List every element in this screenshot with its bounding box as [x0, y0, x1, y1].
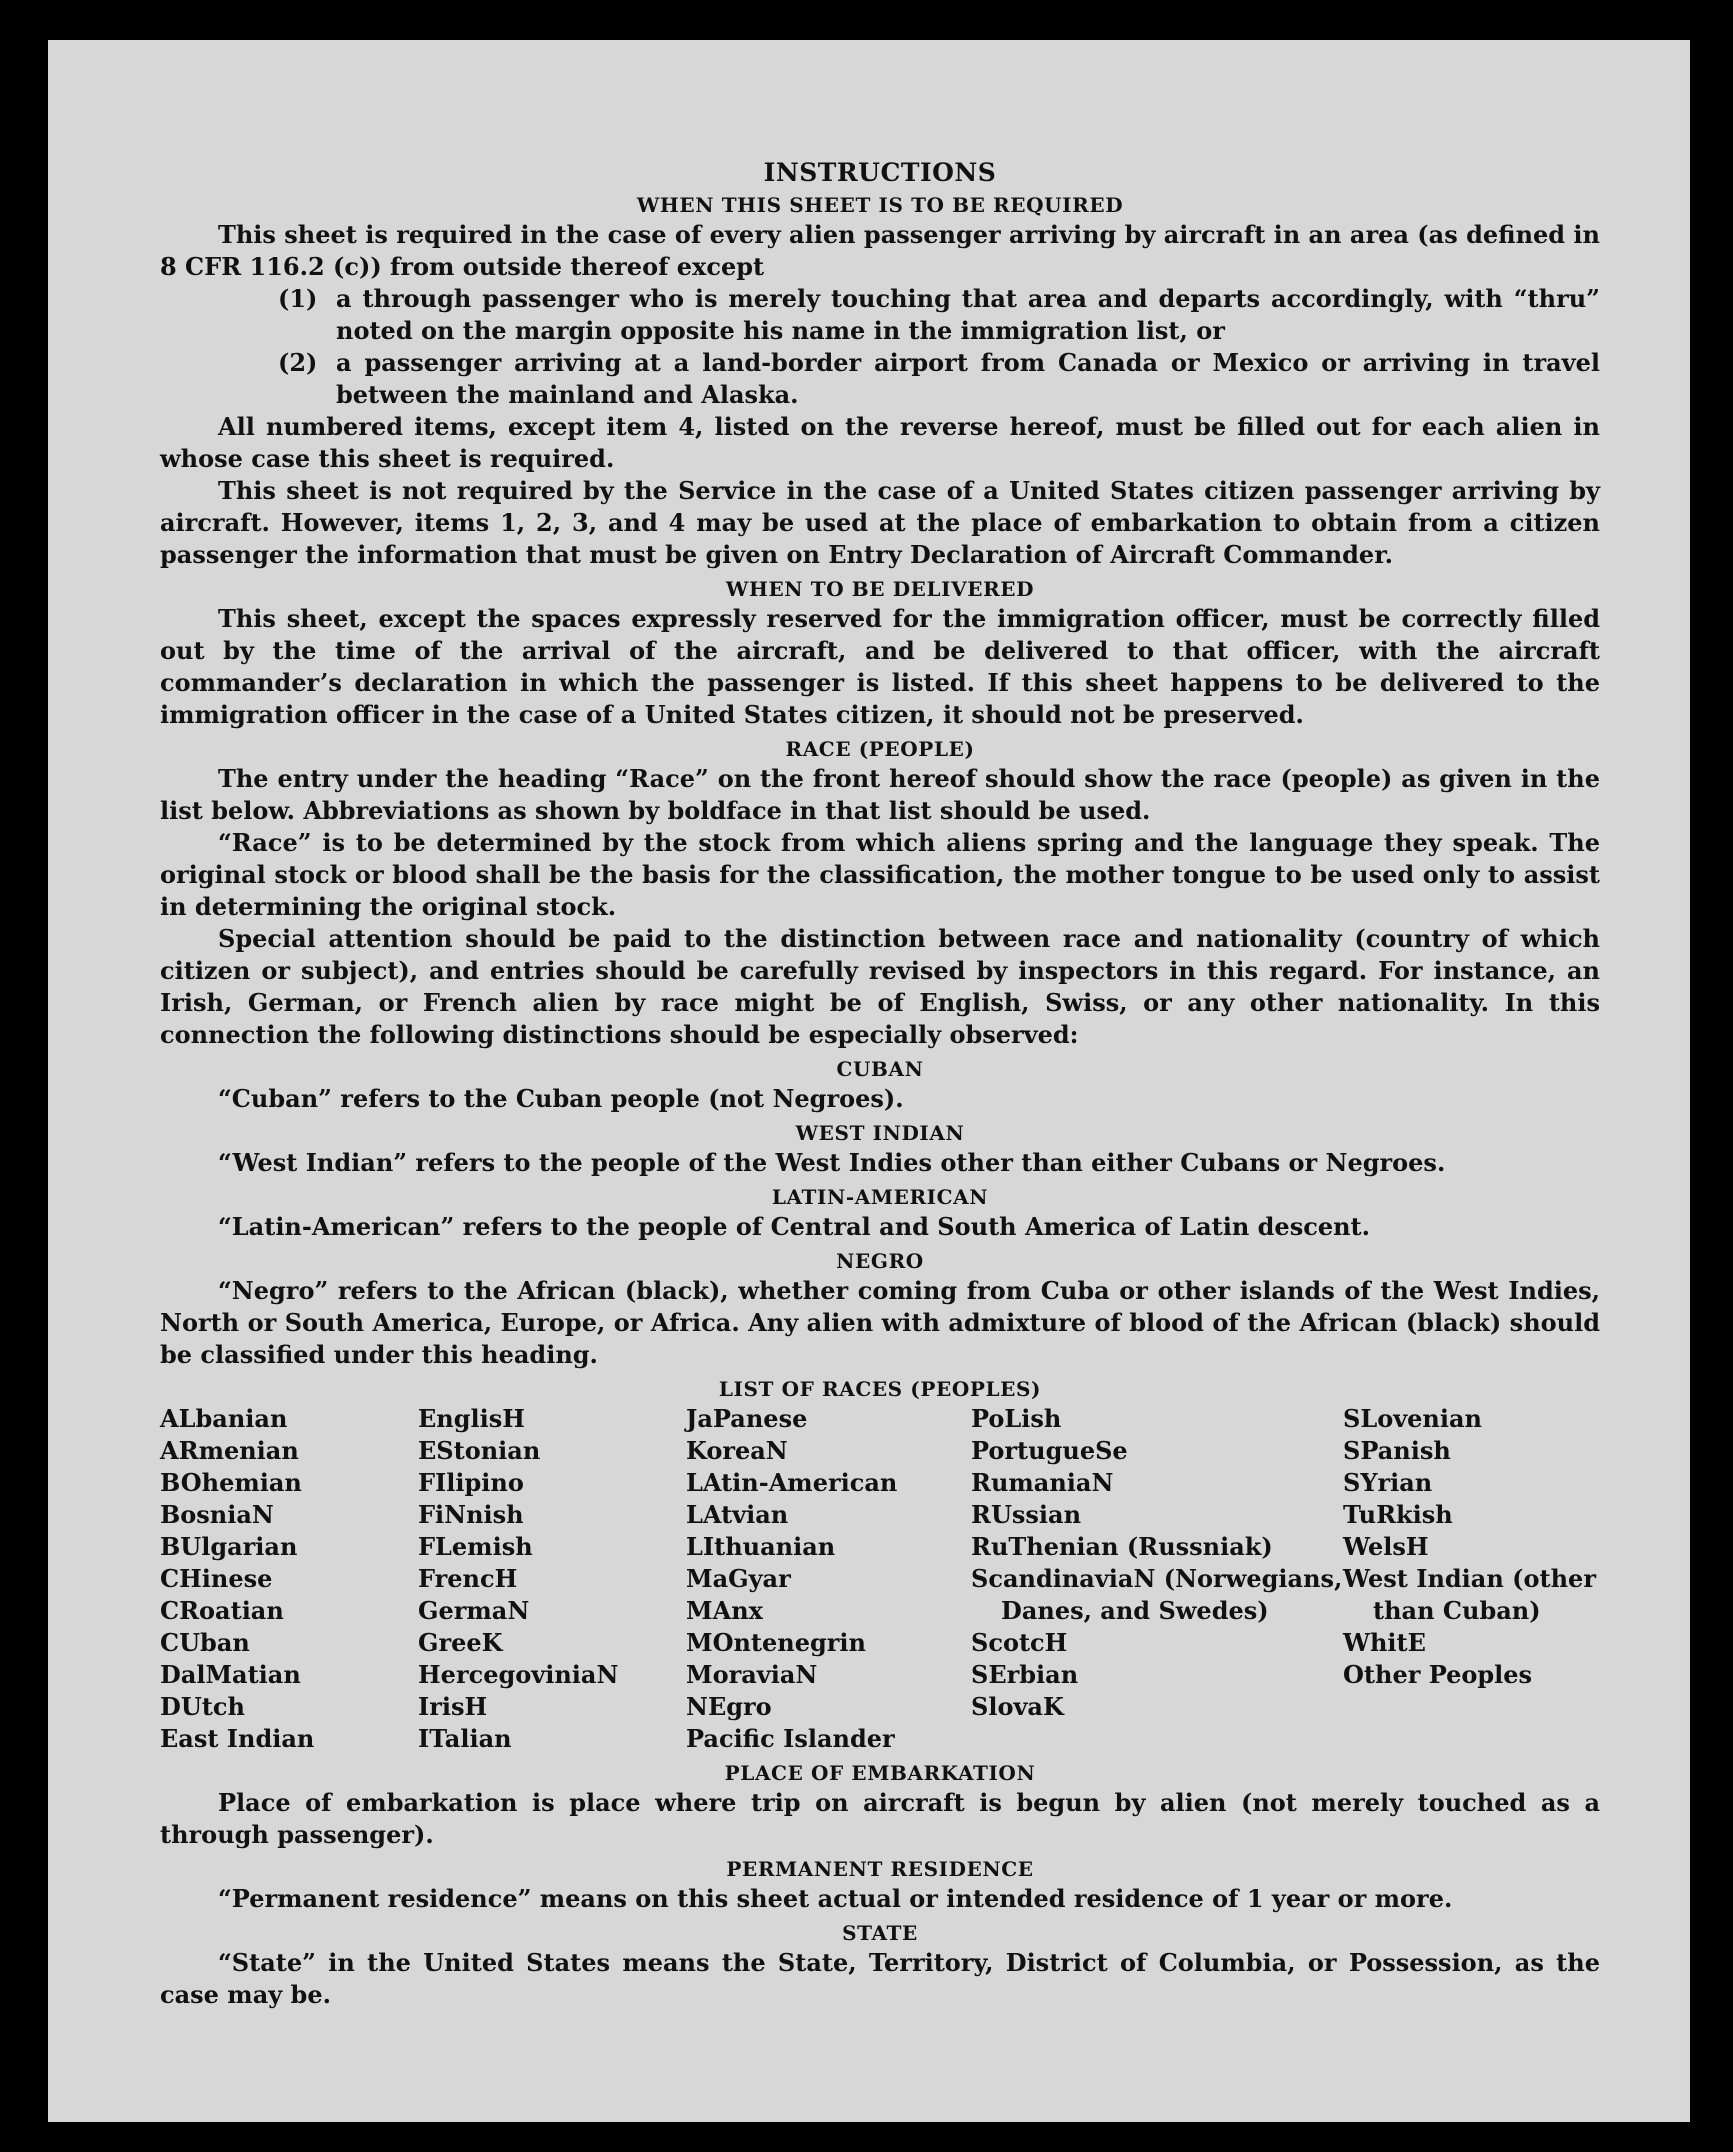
race-entry: NEgro [686, 1692, 772, 1721]
races-column-5 [1343, 1403, 1600, 1755]
heading-cuban: CUBAN [836, 1057, 924, 1081]
race-entry: RumaniaN [971, 1468, 1114, 1497]
races-column-1 [160, 1403, 418, 1755]
exception-item-2-text: a passenger arriving at a land-border airport from Canada or Mexico or arriving in travel between the mainland and Alaska. [336, 348, 1600, 409]
race-entry: JaPanese [686, 1404, 808, 1433]
race-entry: WelsH [1343, 1532, 1429, 1561]
embarkation-paragraph: Place of embarkation is place where trip on aircraft is begun by alien (not merely touched as a through passenger). [160, 1788, 1600, 1849]
page-title: INSTRUCTIONS [763, 158, 997, 187]
race-entry: DUtch [160, 1692, 245, 1721]
exception-item-2-number: (2) [278, 348, 318, 377]
race-entry: GreeK [418, 1628, 503, 1657]
race-entry: SLovenian [1343, 1404, 1482, 1433]
cuban-paragraph: “Cuban” refers to the Cuban people (not Negroes). [218, 1084, 904, 1113]
exception-item-1 [278, 283, 1600, 347]
race-entry: Pacific Islander [686, 1724, 895, 1753]
race-entry: FLemish [418, 1532, 533, 1561]
race-entry: LAtvian [686, 1500, 789, 1529]
races-column-4 [971, 1403, 1343, 1755]
race-entry: RUssian [971, 1500, 1082, 1529]
race-entry: EStonian [418, 1436, 541, 1465]
race-entry: CUban [160, 1628, 250, 1657]
race-entry: RuThenian (Russniak) [971, 1532, 1273, 1561]
race-entry: MAnx [686, 1596, 763, 1625]
heading-state: STATE [842, 1921, 918, 1945]
race-entry: CHinese [160, 1564, 273, 1593]
race-entry: MaGyar [686, 1564, 791, 1593]
race-entry: SYrian [1343, 1468, 1433, 1497]
race-entry: TuRkish [1343, 1500, 1453, 1529]
heading-when-delivered: WHEN TO BE DELIVERED [725, 577, 1035, 601]
heading-negro: NEGRO [836, 1249, 924, 1273]
race-entry: Other Peoples [1343, 1660, 1533, 1689]
delivered-paragraph: This sheet, except the spaces expressly reserved for the immigration officer, must be correctly filled out by the time of the arrival of the aircraft, and be delivered to that officer, with the aircraft commander’s declaration in which the passenger is listed. If this sheet happens to be delivered to the immigration officer in the case of a United States citizen, it should not be preserved. [160, 604, 1600, 729]
race-entry: East Indian [160, 1724, 315, 1753]
instructions-content [160, 158, 1600, 2011]
race-entry: HercegoviniaN [418, 1660, 619, 1689]
state-paragraph: “State” in the United States means the State, Territory, District of Columbia, or Possession, as the case may be. [160, 1948, 1600, 2009]
race-entry: BosniaN [160, 1500, 274, 1529]
heading-latin-american: LATIN-AMERICAN [771, 1185, 989, 1209]
race-entry: SErbian [971, 1660, 1079, 1689]
races-column-2 [418, 1403, 686, 1755]
required-paragraph-3: This sheet is not required by the Service in the case of a United States citizen passenger arriving by aircraft. However, items 1, 2, 3, and 4 may be used at the place of embarkation to obtain from a citizen passenger the information that must be given on Entry Declaration of Aircraft Commander. [160, 476, 1600, 569]
heading-permanent-residence: PERMANENT RESIDENCE [726, 1857, 1034, 1881]
race-entry: GermaN [418, 1596, 530, 1625]
race-entry: LIthuanian [686, 1532, 836, 1561]
race-entry: MoraviaN [686, 1660, 818, 1689]
heading-list-of-races: LIST OF RACES (PEOPLES) [718, 1377, 1042, 1401]
race-entry: LAtin-American [686, 1468, 898, 1497]
race-entry: SPanish [1343, 1436, 1451, 1465]
document-sheet [48, 40, 1690, 2122]
race-entry: WhitE [1343, 1628, 1426, 1657]
race-entry: BOhemian [160, 1468, 302, 1497]
race-entry: SlovaK [971, 1692, 1064, 1721]
race-paragraph-2: “Race” is to be determined by the stock from which aliens spring and the language they speak. The original stock or blood shall be the basis for the classification, the mother tongue to be used only to assist in determining the original stock. [160, 828, 1600, 921]
required-paragraph-1: This sheet is required in the case of every alien passenger arriving by aircraft in an area (as defined in 8 CFR 116.2 (c)) from outside thereof except [160, 220, 1600, 281]
heading-place-of-embarkation: PLACE OF EMBARKATION [724, 1761, 1036, 1785]
race-entry: FiNnish [418, 1500, 524, 1529]
race-entry: ITalian [418, 1724, 512, 1753]
races-list [160, 1403, 1600, 1755]
exception-item-1-number: (1) [278, 284, 318, 313]
race-entry: West Indian (other than Cuban) [1343, 1564, 1596, 1625]
race-entry: FIlipino [418, 1468, 524, 1497]
race-entry: ScandinaviaN (Norwegians, Danes, and Swedes) [971, 1564, 1343, 1625]
race-entry: ARmenian [160, 1436, 299, 1465]
race-entry: FrencH [418, 1564, 518, 1593]
heading-when-required: WHEN THIS SHEET IS TO BE REQUIRED [636, 193, 1124, 217]
latin-american-paragraph: “Latin-American” refers to the people of Central and South America of Latin descent. [218, 1212, 1370, 1241]
race-entry: PortugueSe [971, 1436, 1128, 1465]
west-indian-paragraph: “West Indian” refers to the people of the West Indies other than either Cubans or Negroes. [218, 1148, 1446, 1177]
race-entry: PoLish [971, 1404, 1062, 1433]
race-paragraph-1: The entry under the heading “Race” on the front hereof should show the race (people) as given in the list below. Abbreviations as shown by boldface in that list should be used. [160, 764, 1600, 825]
race-entry: EnglisH [418, 1404, 525, 1433]
race-entry: ALbanian [160, 1404, 288, 1433]
race-entry: IrisH [418, 1692, 488, 1721]
race-entry: ScotcH [971, 1628, 1068, 1657]
negro-paragraph: “Negro” refers to the African (black), whether coming from Cuba or other islands of the West Indies, North or South America, Europe, or Africa. Any alien with admixture of blood of the African (black) should be classified under this heading. [160, 1276, 1600, 1369]
required-paragraph-2: All numbered items, except item 4, listed on the reverse hereof, must be filled out for each alien in whose case this sheet is required. [160, 412, 1600, 473]
race-entry: MOntenegrin [686, 1628, 866, 1657]
exception-item-1-text: a through passenger who is merely touching that area and departs accordingly, with “thru” noted on the margin opposite his name in the immigration list, or [336, 284, 1600, 345]
race-entry: DalMatian [160, 1660, 301, 1689]
heading-race: RACE (PEOPLE) [785, 737, 975, 761]
residence-paragraph: “Permanent residence” means on this sheet actual or intended residence of 1 year or more. [218, 1884, 1453, 1913]
exception-item-2 [278, 347, 1600, 411]
race-entry: BUlgarian [160, 1532, 298, 1561]
race-entry: CRoatian [160, 1596, 284, 1625]
heading-west-indian: WEST INDIAN [795, 1121, 965, 1145]
races-column-3 [686, 1403, 971, 1755]
race-entry: KoreaN [686, 1436, 788, 1465]
race-paragraph-3: Special attention should be paid to the distinction between race and nationality (country of which citizen or subject), and entries should be carefully revised by inspectors in this regard. For instance, an Irish, German, or French alien by race might be of English, Swiss, or any other nationality. In this connection the following distinctions should be especially observed: [160, 924, 1600, 1049]
corner-fold [0, 2092, 40, 2152]
